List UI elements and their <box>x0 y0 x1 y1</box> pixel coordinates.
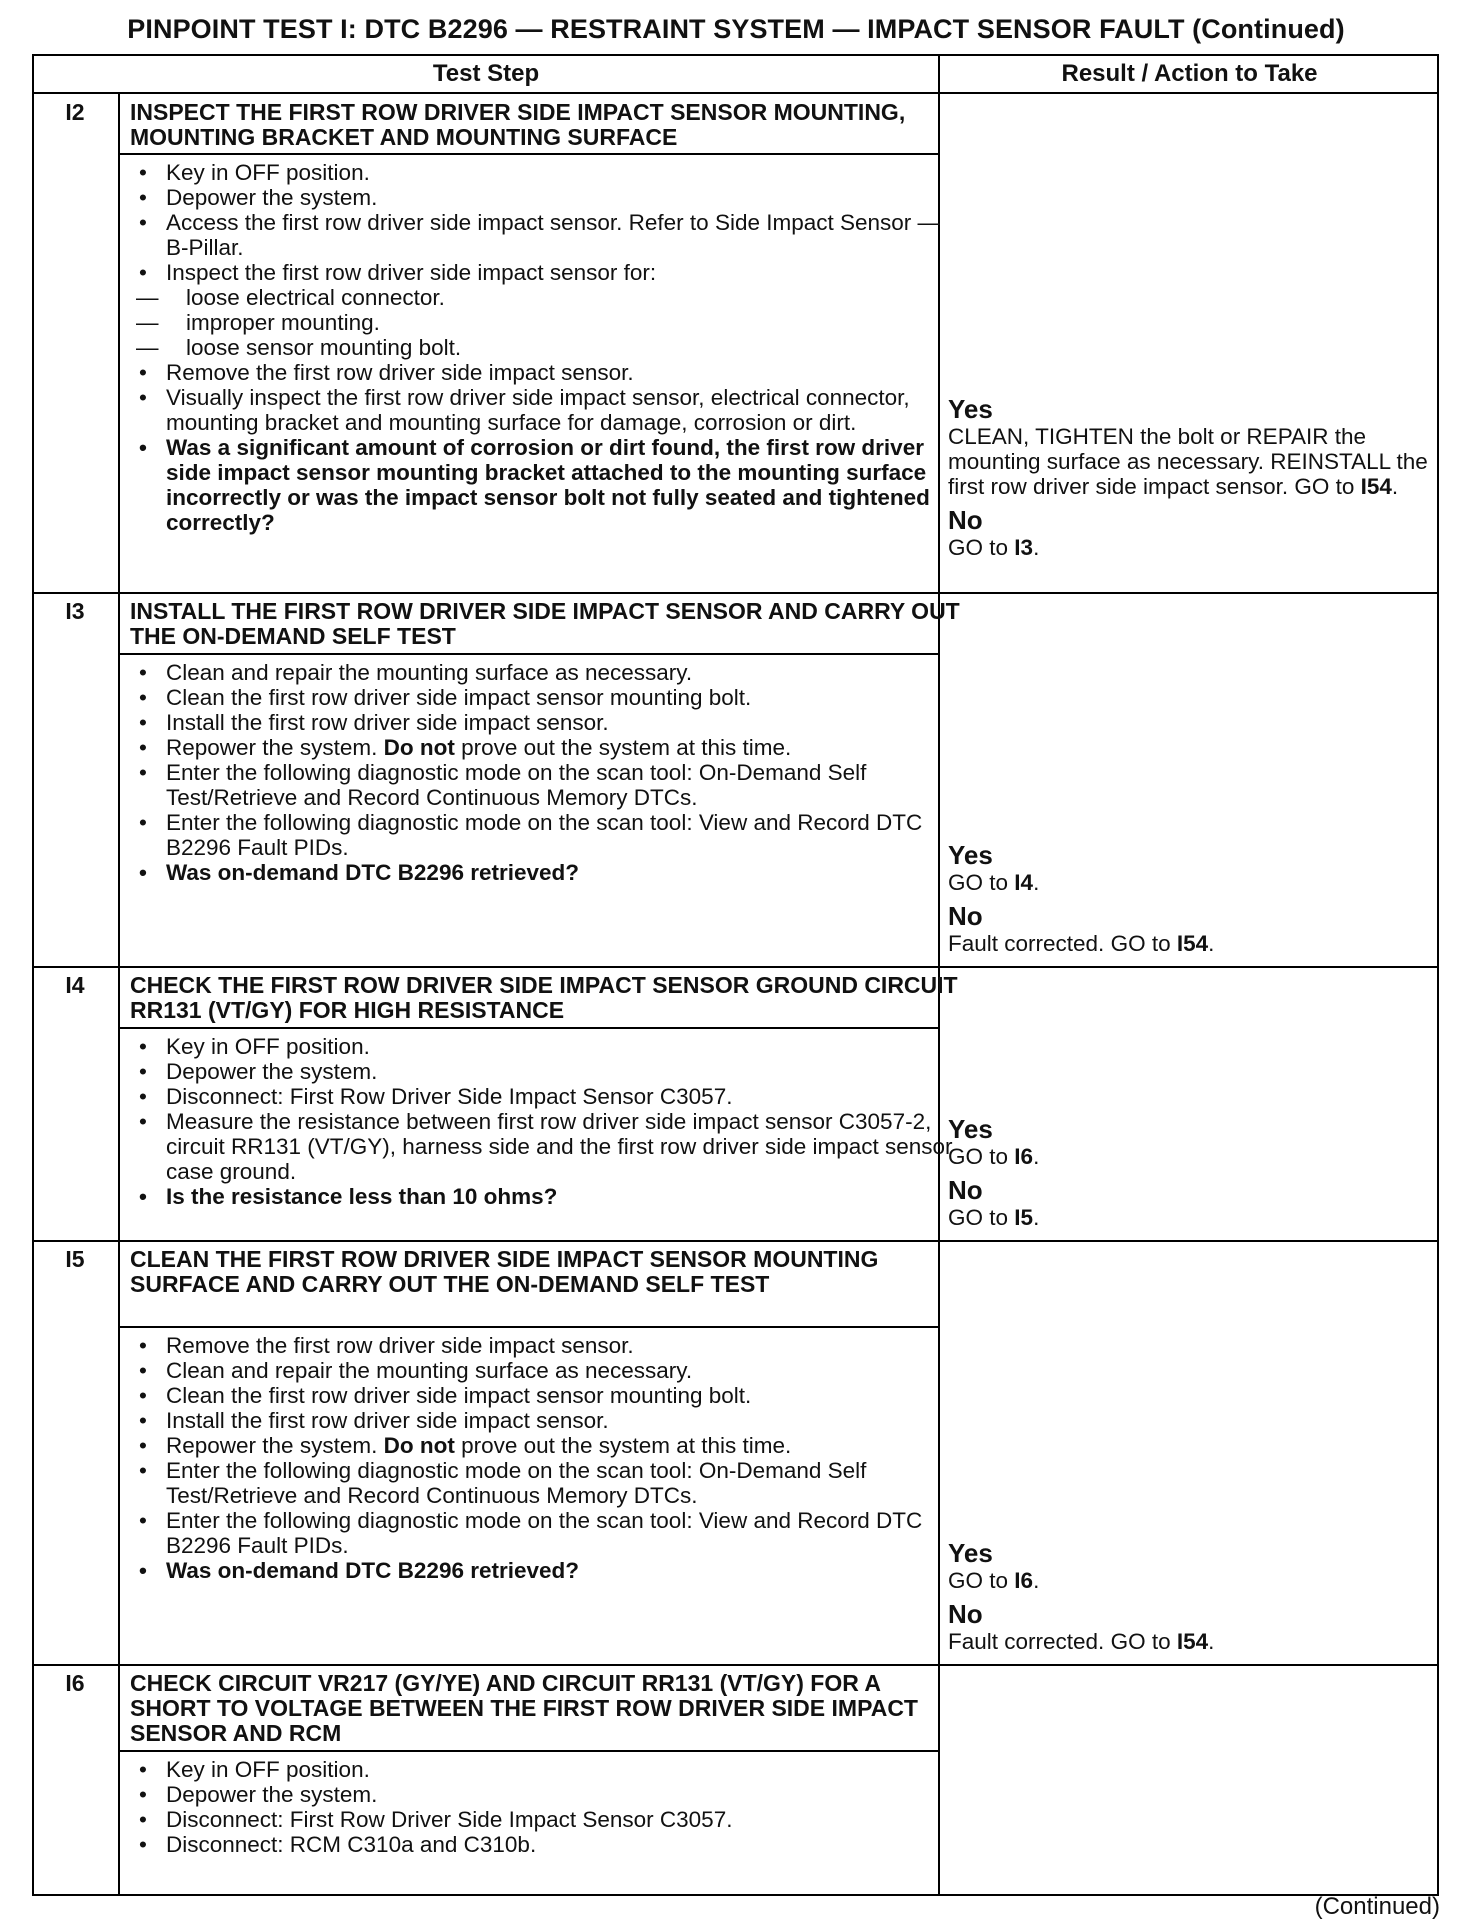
step-instructions <box>136 1333 956 1583</box>
yes-step-ref: I6 <box>1014 1568 1034 1593</box>
list-item: • Disconnect: RCM C310a and C310b. <box>136 1832 956 1857</box>
list-item: • Clean the first row driver side impact sensor mounting bolt. <box>136 685 956 710</box>
page-title: PINPOINT TEST I: DTC B2296 — RESTRAINT SYSTEM — IMPACT SENSOR FAULT (Continued) <box>127 14 1345 44</box>
list-item: • Enter the following diagnostic mode on the scan tool: View and Record DTC B2296 Fault PIDs. <box>136 810 956 860</box>
list-item: • Key in OFF position. <box>136 1034 956 1059</box>
continued-label: (Continued) <box>1314 1893 1440 1920</box>
sub-list-item: — loose electrical connector. <box>136 285 956 310</box>
yes-label: Yes <box>948 1538 993 1568</box>
list-item: • Clean and repair the mounting surface as necessary. <box>136 1358 956 1383</box>
title-separator <box>118 1326 938 1328</box>
list-item: • Visually inspect the first row driver side impact sensor, electrical connector, mounting bracket and mounting surface for damage, corrosion or dirt. <box>136 385 956 435</box>
row-separator <box>34 592 1437 594</box>
list-item: • Access the first row driver side impact sensor. Refer to Side Impact Sensor — B-Pillar. <box>136 210 956 260</box>
list-item: • Measure the resistance between first row driver side impact sensor C3057-2, circuit RR131 (VT/GY), harness side and the first row driver side impact sensor case ground. <box>136 1109 956 1184</box>
yes-step-ref: I6 <box>1014 1144 1034 1169</box>
list-item: • Disconnect: First Row Driver Side Impact Sensor C3057. <box>136 1084 956 1109</box>
sub-list-item: — improper mounting. <box>136 310 956 335</box>
row-separator <box>34 1664 1437 1666</box>
step-instructions <box>136 160 956 535</box>
yes-step-ref: I4 <box>1014 870 1034 895</box>
yes-label: Yes <box>948 1114 993 1144</box>
list-item: • Enter the following diagnostic mode on the scan tool: On-Demand Self Test/Retrieve and Record Continuous Memory DTCs. <box>136 760 956 810</box>
title-separator <box>118 1750 938 1752</box>
question-item: • Was on-demand DTC B2296 retrieved? <box>136 860 956 885</box>
pinpoint-test-table <box>32 54 1439 1896</box>
step-result <box>948 394 1434 560</box>
step-id: I4 <box>65 972 85 998</box>
step-id: I2 <box>65 99 85 125</box>
list-item: • Repower the system. Do not prove out the system at this time. <box>136 1433 956 1458</box>
title-separator <box>118 153 938 155</box>
no-label: No <box>948 1175 983 1205</box>
yes-action: CLEAN, TIGHTEN the bolt or REPAIR the mounting surface as necessary. REINSTALL the first row driver side impact sensor. GO to I54. <box>948 424 1428 499</box>
list-item: • Repower the system. Do not prove out the system at this time. <box>136 735 956 760</box>
step-title: CLEAN THE FIRST ROW DRIVER SIDE IMPACT SENSOR MOUNTING SURFACE AND CARRY OUT THE ON-DEMAND SELF TEST <box>130 1246 879 1297</box>
yes-label: Yes <box>948 394 993 424</box>
no-action-text: GO to <box>948 535 1009 560</box>
step-title: CHECK CIRCUIT VR217 (GY/YE) AND CIRCUIT RR131 (VT/GY) FOR A SHORT TO VOLTAGE BETWEEN THE FIRST ROW DRIVER SIDE IMPACT SENSOR AND RCM <box>130 1670 918 1746</box>
yes-action-text: CLEAN, TIGHTEN the bolt or REPAIR the mounting surface as necessary. REINSTALL the first row driver side impact sensor. GO to <box>948 424 1428 499</box>
list-item: • Inspect the first row driver side impact sensor for: <box>136 260 956 285</box>
column-header-result: Result / Action to Take <box>1061 60 1318 87</box>
no-step-ref: I54 <box>1176 1629 1209 1654</box>
no-label: No <box>948 1599 983 1629</box>
list-item: • Key in OFF position. <box>136 160 956 185</box>
list-item: • Remove the first row driver side impact sensor. <box>136 1333 956 1358</box>
row-separator <box>34 966 1437 968</box>
title-separator <box>118 1027 938 1029</box>
step-title: INSPECT THE FIRST ROW DRIVER SIDE IMPACT SENSOR MOUNTING, MOUNTING BRACKET AND MOUNTING SURFACE <box>130 99 906 150</box>
list-item: • Key in OFF position. <box>136 1757 956 1782</box>
step-instructions <box>136 660 956 885</box>
no-step-ref: I5 <box>1014 1205 1034 1230</box>
list-item: • Install the first row driver side impact sensor. <box>136 1408 956 1433</box>
list-item: • Clean the first row driver side impact sensor mounting bolt. <box>136 1383 956 1408</box>
yes-action: GO to I6. <box>948 1144 1040 1169</box>
no-action: GO to I5. <box>948 1205 1040 1230</box>
list-item: • Remove the first row driver side impact sensor. <box>136 360 956 385</box>
yes-action: GO to I6. <box>948 1568 1040 1593</box>
step-title: CHECK THE FIRST ROW DRIVER SIDE IMPACT SENSOR GROUND CIRCUIT RR131 (VT/GY) FOR HIGH RESISTANCE <box>130 972 958 1023</box>
list-item: • Disconnect: First Row Driver Side Impact Sensor C3057. <box>136 1807 956 1832</box>
step-id: I6 <box>65 1670 85 1696</box>
question-item: • Was a significant amount of corrosion or dirt found, the first row driver side impact sensor mounting bracket attached to the mounting surface incorrectly or was the impact sensor bolt not fully seated and tightened correctly? <box>136 435 956 535</box>
list-item: • Install the first row driver side impact sensor. <box>136 710 956 735</box>
step-id: I3 <box>65 598 85 624</box>
step-result <box>948 840 1434 956</box>
list-item: • Clean and repair the mounting surface as necessary. <box>136 660 956 685</box>
yes-label: Yes <box>948 840 993 870</box>
id-column-divider <box>118 92 120 1894</box>
list-item: • Enter the following diagnostic mode on the scan tool: On-Demand Self Test/Retrieve and Record Continuous Memory DTCs. <box>136 1458 956 1508</box>
question-item: • Is the resistance less than 10 ohms? <box>136 1184 956 1209</box>
no-action: GO to I3. <box>948 535 1040 560</box>
step-result <box>948 1538 1434 1654</box>
title-separator <box>118 653 938 655</box>
step-result <box>948 1114 1434 1230</box>
no-action: Fault corrected. GO to I54. <box>948 931 1215 956</box>
list-item: • Depower the system. <box>136 1782 956 1807</box>
row-separator <box>34 92 1437 94</box>
step-id: I5 <box>65 1246 85 1272</box>
no-step-ref: I3 <box>1014 535 1034 560</box>
step-instructions <box>136 1034 956 1209</box>
no-label: No <box>948 505 983 535</box>
column-header-test-step: Test Step <box>432 60 540 87</box>
yes-step-ref: I54 <box>1360 474 1392 499</box>
no-action: Fault corrected. GO to I54. <box>948 1629 1215 1654</box>
question-item: • Was on-demand DTC B2296 retrieved? <box>136 1558 956 1583</box>
step-title: INSTALL THE FIRST ROW DRIVER SIDE IMPACT SENSOR AND CARRY OUT THE ON-DEMAND SELF TEST <box>130 598 960 649</box>
no-label: No <box>948 901 983 931</box>
step-instructions <box>136 1757 956 1857</box>
yes-action: GO to I4. <box>948 870 1040 895</box>
no-step-ref: I54 <box>1176 931 1209 956</box>
list-item: • Enter the following diagnostic mode on the scan tool: View and Record DTC B2296 Fault PIDs. <box>136 1508 956 1558</box>
list-item: • Depower the system. <box>136 185 956 210</box>
row-separator <box>34 1240 1437 1242</box>
list-item: • Depower the system. <box>136 1059 956 1084</box>
sub-list-item: — loose sensor mounting bolt. <box>136 335 956 360</box>
